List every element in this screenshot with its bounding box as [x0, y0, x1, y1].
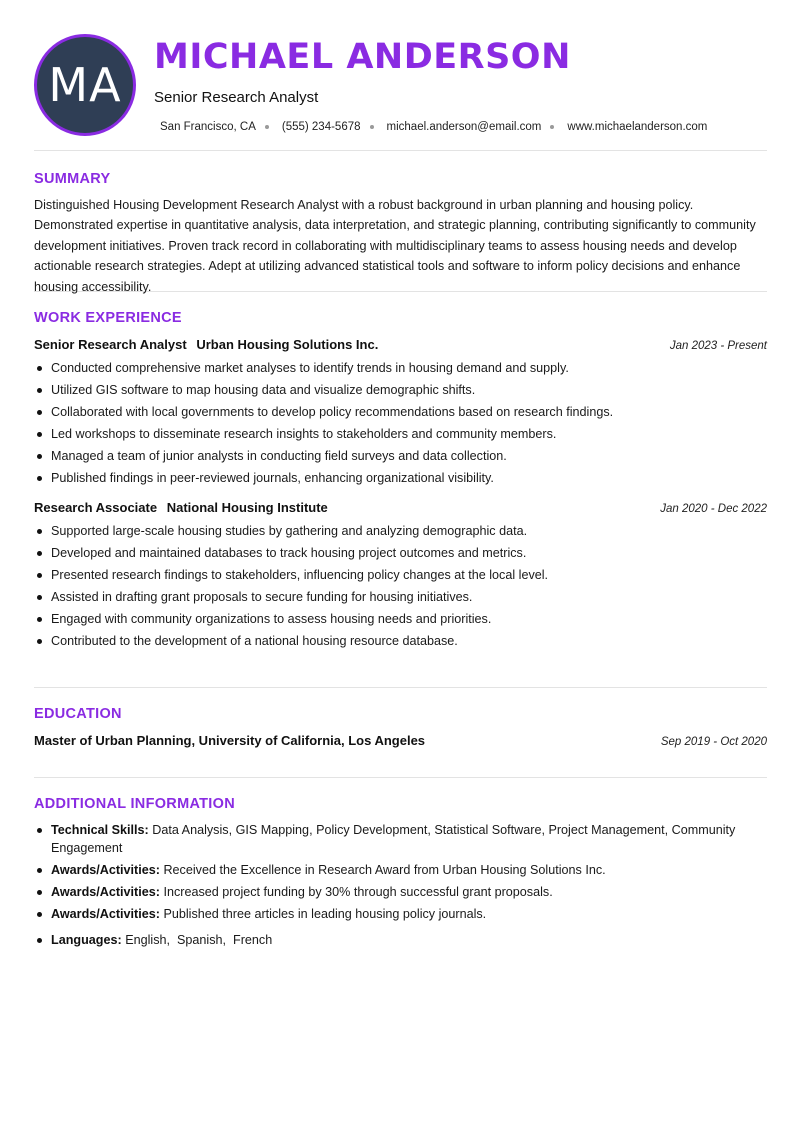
- candidate-name: MICHAEL ANDERSON: [154, 37, 571, 77]
- info-item: [34, 861, 767, 879]
- work-experience-section: [34, 292, 767, 688]
- separator-dot-icon: [370, 125, 374, 129]
- info-text: Published three articles in leading housing policy journals.: [163, 907, 487, 921]
- info-item: [34, 821, 767, 857]
- additional-information-heading: ADDITIONAL INFORMATION: [34, 796, 235, 812]
- info-item: [34, 931, 767, 949]
- info-text: Data Analysis, GIS Mapping, Policy Development, Statistical Software, Project Management, Community Engagement: [51, 823, 736, 855]
- separator-dot-icon: [550, 125, 554, 129]
- job-bullet: Conducted comprehensive market analyses to identify trends in housing demand and supply.: [34, 357, 767, 379]
- contact-location: San Francisco, CA: [160, 121, 256, 133]
- candidate-role: Senior Research Analyst: [154, 89, 319, 106]
- job-title: Research Associate: [34, 500, 158, 515]
- summary-text: Distinguished Housing Development Research Analyst with a robust background in urban planning and housing policy. Demonstrated expertise in quantitative analysis, data interpretation, and strategic planning, contributing significantly to community development initiatives. Proven track record in collaborating with multidisciplinary teams to assess housing needs and develop actionable research strategies. Adept at utilizing advanced statistical tools and software to inform policy decisions and enhance housing accessibility.: [34, 198, 756, 294]
- job-bullet: Engaged with community organizations to assess housing needs and priorities.: [34, 608, 767, 630]
- separator-dot-icon: [265, 125, 269, 129]
- job-bullet: Collaborated with local governments to develop policy recommendations based on research findings.: [34, 401, 767, 423]
- info-label: Technical Skills:: [51, 823, 149, 837]
- job-bullet-list: [34, 357, 767, 489]
- additional-information-list: [34, 821, 767, 949]
- additional-information-section: [34, 778, 767, 949]
- resume-header: [34, 0, 767, 151]
- info-text: Increased project funding by 30% through successful grant proposals.: [163, 885, 553, 899]
- job-title-line: [34, 500, 328, 515]
- education-entry: [34, 733, 767, 748]
- education-dates: Sep 2019 - Oct 2020: [660, 736, 767, 748]
- job-bullet: Developed and maintained databases to track housing project outcomes and metrics.: [34, 542, 767, 564]
- info-text: Received the Excellence in Research Award from Urban Housing Solutions Inc.: [163, 863, 606, 877]
- info-label: Languages:: [51, 933, 122, 947]
- summary-section: [34, 151, 767, 292]
- contact-website[interactable]: www.michaelanderson.com: [567, 121, 708, 133]
- contact-email[interactable]: michael.anderson@email.com: [386, 121, 542, 133]
- summary-heading: SUMMARY: [34, 171, 111, 187]
- contact-bar: [160, 121, 707, 133]
- info-text: English, Spanish, French: [125, 933, 273, 947]
- job-dates: Jan 2020 - Dec 2022: [660, 503, 767, 515]
- job-dates: Jan 2023 - Present: [669, 340, 767, 352]
- avatar-initials: MA: [48, 58, 122, 112]
- job-header: [34, 337, 767, 352]
- avatar: [34, 34, 136, 136]
- work-experience-heading: WORK EXPERIENCE: [34, 310, 182, 326]
- job-bullet: Assisted in drafting grant proposals to secure funding for housing initiatives.: [34, 586, 767, 608]
- education-section: [34, 688, 767, 778]
- education-degree: Master of Urban Planning, University of California, Los Angeles: [34, 733, 426, 748]
- job-company: National Housing Institute: [166, 500, 328, 515]
- job-bullet: Contributed to the development of a national housing resource database.: [34, 630, 767, 652]
- job-bullet: Published findings in peer-reviewed journals, enhancing organizational visibility.: [34, 467, 767, 489]
- job-bullet-list: [34, 520, 767, 652]
- info-label: Awards/Activities:: [51, 907, 160, 921]
- info-label: Awards/Activities:: [51, 863, 160, 877]
- info-label: Awards/Activities:: [51, 885, 160, 899]
- contact-phone: (555) 234-5678: [281, 121, 361, 133]
- job-title-line: [34, 337, 378, 352]
- education-heading: EDUCATION: [34, 706, 122, 722]
- job-bullet: Led workshops to disseminate research insights to stakeholders and community members.: [34, 423, 767, 445]
- job-bullet: Utilized GIS software to map housing data and visualize demographic shifts.: [34, 379, 767, 401]
- job-bullet: Presented research findings to stakeholders, influencing policy changes at the local level.: [34, 564, 767, 586]
- job-title: Senior Research Analyst: [34, 337, 187, 352]
- info-item: [34, 905, 767, 923]
- job-entry: [34, 500, 767, 652]
- job-company: Urban Housing Solutions Inc.: [196, 337, 379, 352]
- info-item: [34, 883, 767, 901]
- job-bullet: Supported large-scale housing studies by gathering and analyzing demographic data.: [34, 520, 767, 542]
- job-header: [34, 500, 767, 515]
- job-bullet: Managed a team of junior analysts in conducting field surveys and data collection.: [34, 445, 767, 467]
- job-entry: [34, 337, 767, 489]
